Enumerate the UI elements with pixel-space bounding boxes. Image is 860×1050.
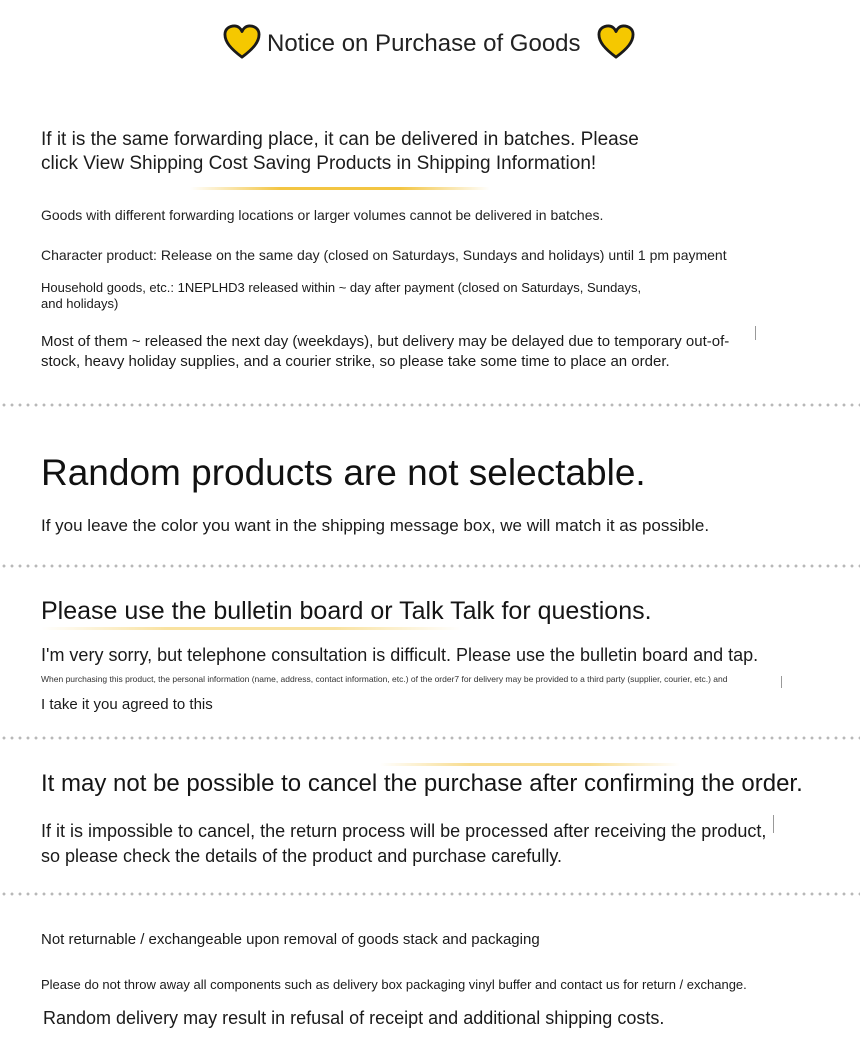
notice-header xyxy=(0,22,860,66)
random-text: If you leave the color you want in the shipping message box, we will match it as possible. xyxy=(41,516,710,535)
cancel-text: If it is impossible to cancel, the return process will be processed after receiving the product, so please check the details of the product and purchase carefully. xyxy=(41,821,767,866)
returns-line-random-delivery: Random delivery may result in refusal of receipt and additional shipping costs. xyxy=(43,1008,665,1028)
cancel-heading: It may not be possible to cancel the purchase after confirming the order. xyxy=(41,770,803,797)
highlight-underline xyxy=(190,187,490,190)
dotted-divider xyxy=(0,564,860,568)
page-title: Notice on Purchase of Goods xyxy=(267,30,581,57)
shipping-lead-text: If it is the same forwarding place, it can be delivered in batches. Please click View Shipping Cost Saving Products in Shipping Information! xyxy=(41,129,639,174)
shipping-line-character: Character product: Release on the same day (closed on Saturdays, Sundays and holidays) until 1 pm payment xyxy=(41,247,727,263)
returns-line-components: Please do not throw away all components such as delivery box packaging vinyl buffer and contact us for return / exchange. xyxy=(41,977,747,992)
highlight-underline xyxy=(380,763,680,766)
shipping-line-batches: Goods with different forwarding locations or larger volumes cannot be delivered in batches. xyxy=(41,207,604,223)
highlight-underline xyxy=(41,627,461,630)
random-heading: Random products are not selectable. xyxy=(41,452,646,493)
dotted-divider xyxy=(0,736,860,740)
divider-tick xyxy=(773,815,774,833)
questions-text: I'm very sorry, but telephone consultation is difficult. Please use the bulletin board and tap. xyxy=(41,645,759,665)
shipping-line-delay: Most of them ~ released the next day (weekdays), but delivery may be delayed due to temporary out-of-stock, heavy holiday supplies, and a courier strike, so please take some time to place an order. xyxy=(41,333,730,370)
yellow-heart-icon xyxy=(597,24,635,60)
returns-line-packaging: Not returnable / exchangeable upon removal of goods stack and packaging xyxy=(41,931,540,948)
questions-heading: Please use the bulletin board or Talk Talk for questions. xyxy=(41,597,652,625)
shipping-line-household: Household goods, etc.: 1NEPLHD3 released within ~ day after payment (closed on Saturdays, Sundays, and holidays) xyxy=(41,280,642,311)
divider-tick xyxy=(781,676,782,688)
divider-tick xyxy=(755,326,756,340)
dotted-divider xyxy=(0,403,860,407)
yellow-heart-icon xyxy=(223,24,261,60)
agreement-text: I take it you agreed to this xyxy=(41,696,213,713)
privacy-notice-text: When purchasing this product, the personal information (name, address, contact information, etc.) of the order7 for delivery may be provided to a third party (supplier, courier, etc.) and xyxy=(41,674,728,684)
dotted-divider xyxy=(0,892,860,896)
